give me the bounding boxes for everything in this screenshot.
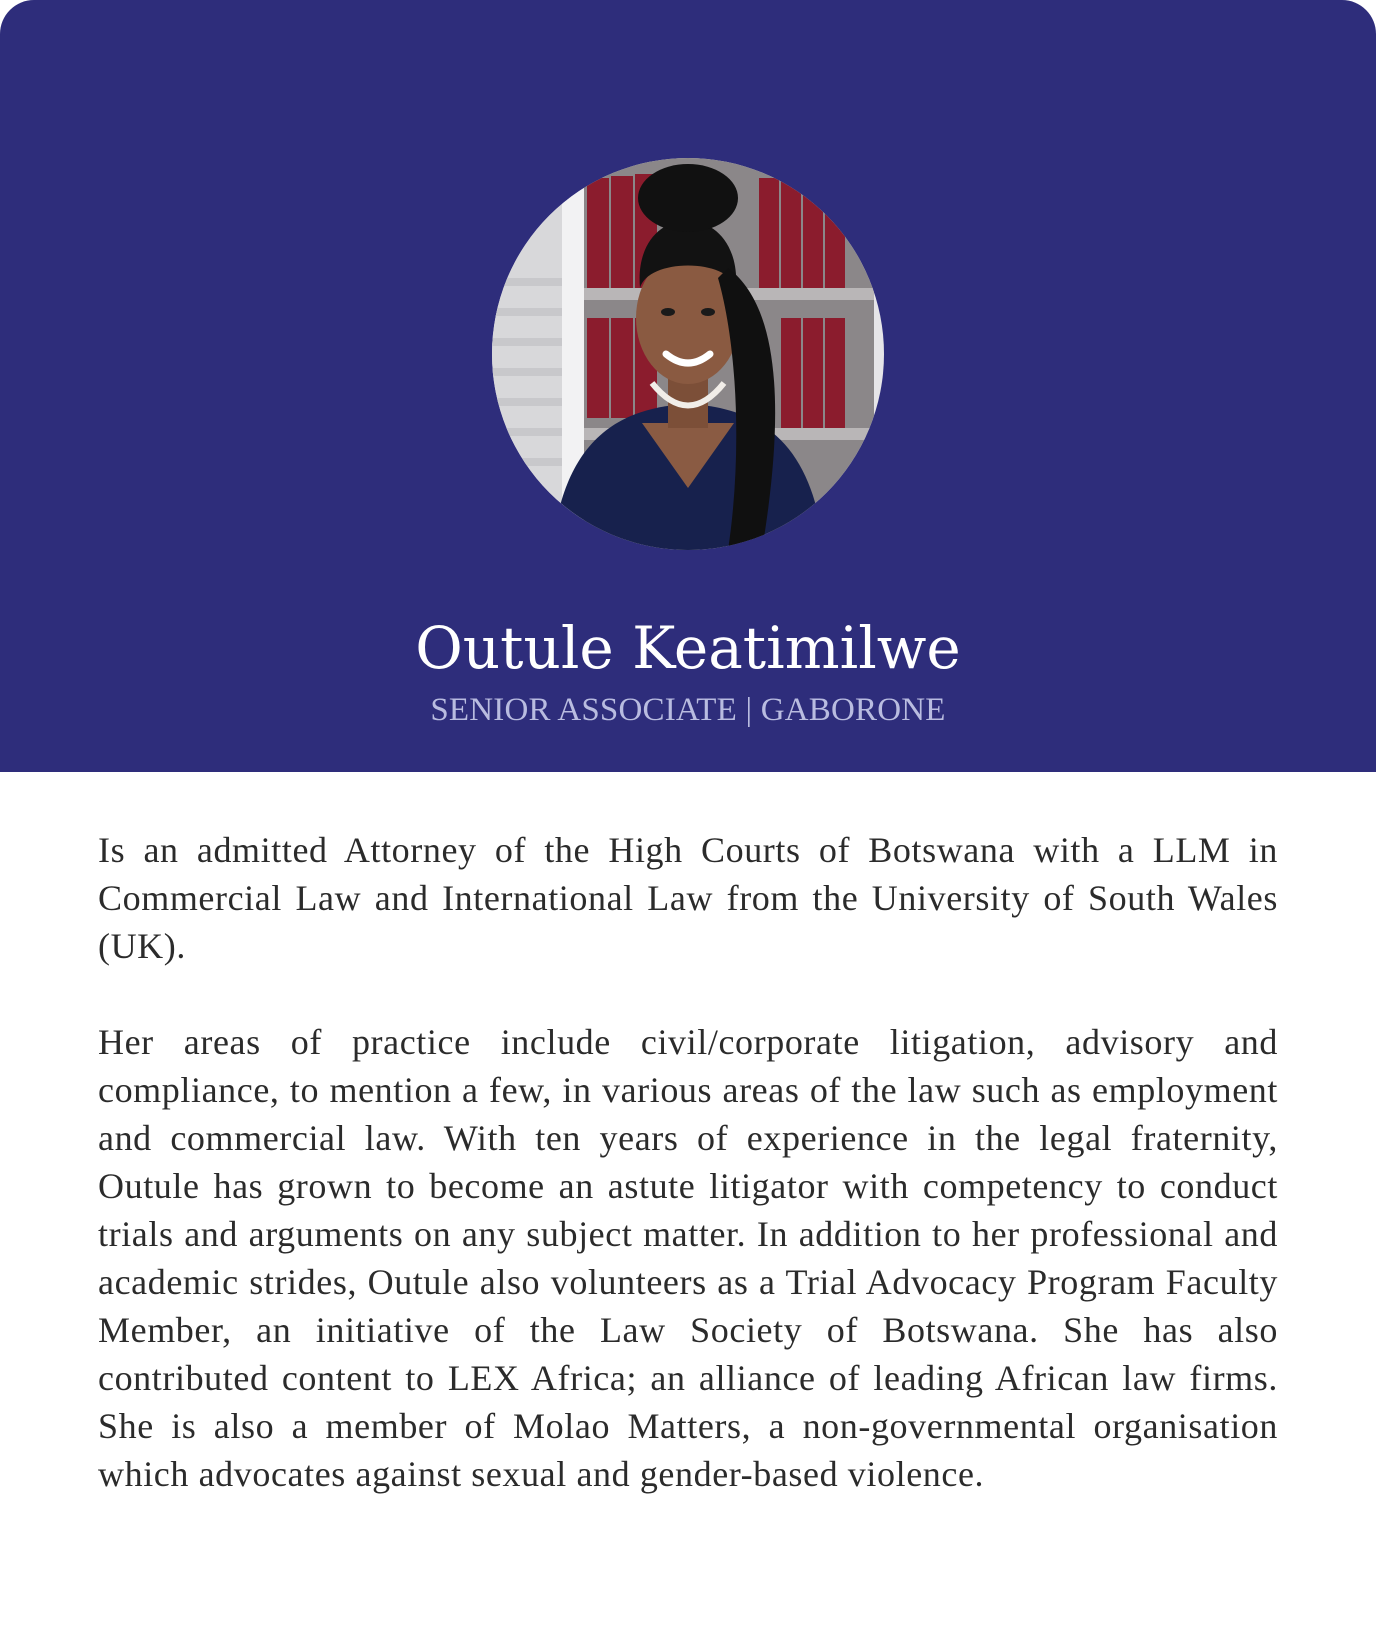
profile-photo-illustration <box>492 158 884 550</box>
profile-name: Outule Keatimilwe <box>415 614 961 682</box>
profile-role: SENIOR ASSOCIATE | GABORONE <box>430 692 946 728</box>
profile-photo <box>492 158 884 550</box>
profile-header <box>0 0 1376 772</box>
bio-paragraph-2: Her areas of practice include civil/corporate litigation, advisory and compliance, to mention a few, in various areas of the law such as employment and commercial law. With ten years of experience in the legal fraternity, Outule has grown to become an astute litigator with competency to conduct trials and arguments on any subject matter. In addition to her professional and academic strides, Outule also volunteers as a Trial Advocacy Program Faculty Member, an initiative of the Law Society of Botswana. She has also contributed content to LEX Africa; an alliance of leading African law firms. She is also a member of Molao Matters, a non-governmental organisation which advocates against sexual and gender-based violence. <box>98 1022 1278 1494</box>
profile-bio <box>98 826 1278 1498</box>
bio-paragraph-1: Is an admitted Attorney of the High Courts of Botswana with a LLM in Commercial Law and International Law from the University of South Wales (UK). <box>98 830 1278 966</box>
